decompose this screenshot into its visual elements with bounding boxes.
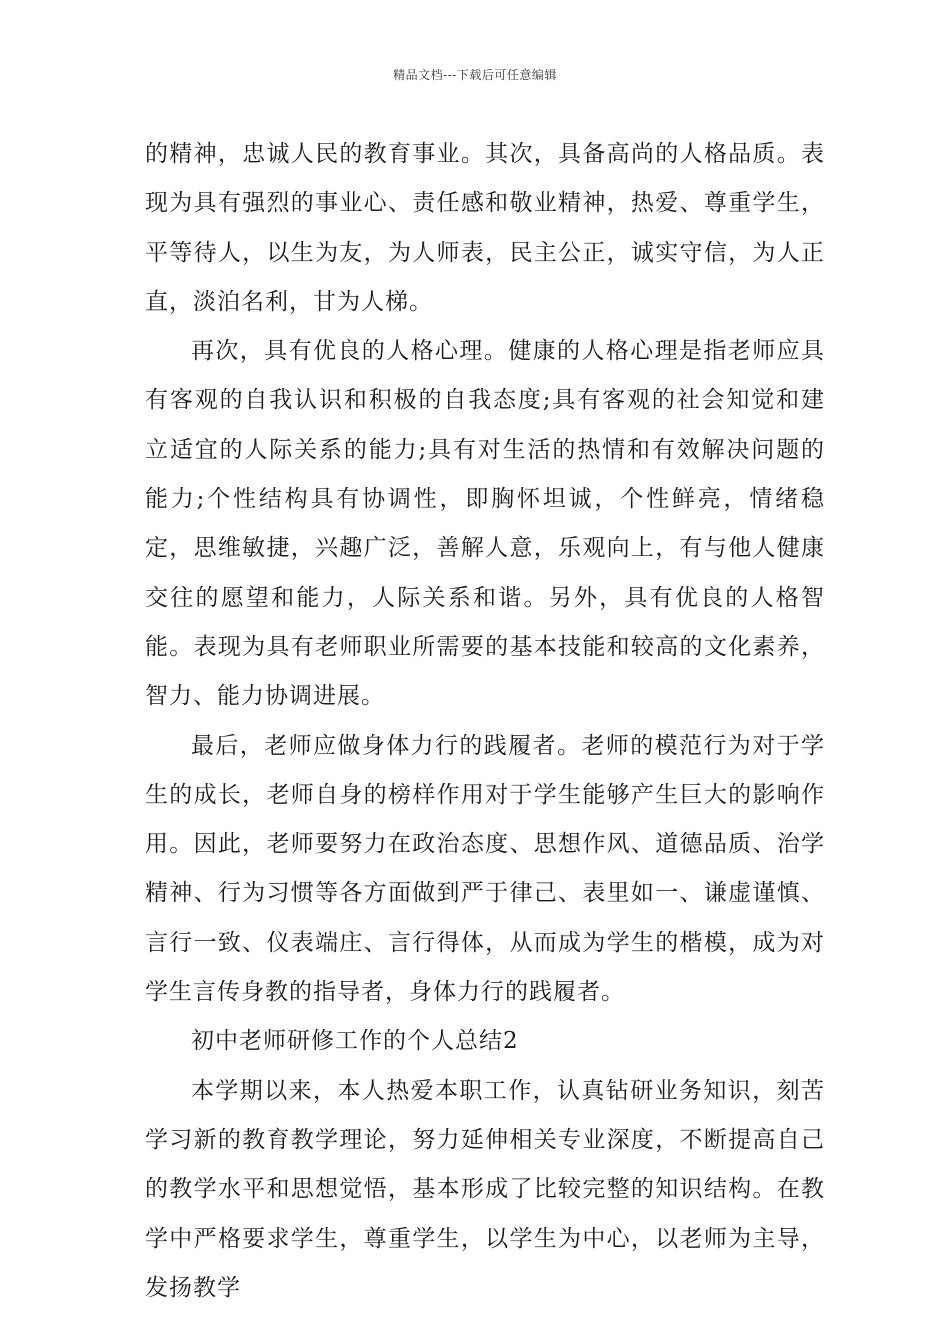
paragraph-4: 本学期以来，本人热爱本职工作，认真钻研业务知识，刻苦学习新的教育教学理论，努力延伸相关专业深度，不断提高自己的教学水平和思想觉悟，基本形成了比较完整的知识结构。在教学中严格要求学生，尊重学生，以学生为中心，以老师为主导，发扬教学 bbox=[145, 1077, 825, 1301]
page-header: 精品文档---下载后可任意编辑 bbox=[393, 68, 557, 82]
paragraph-3: 最后，老师应做身体力行的践履者。老师的模范行为对于学生的成长，老师自身的榜样作用对于学生能够产生巨大的影响作用。因此，老师要努力在政治态度、思想作风、道德品质、治学精神、行为习惯等各方面做到严于律己、表里如一、谦虚谨慎、言行一致、仪表端庄、言行得体，从而成为学生的楷模，成为对学生言传身教的指导者，身体力行的践履者。 bbox=[145, 732, 825, 1006]
paragraph-2: 再次，具有优良的人格心理。健康的人格心理是指老师应具有客观的自我认识和积极的自我态度;具有客观的社会知觉和建立适宜的人际关系的能力;具有对生活的热情和有效解决问题的能力;个性结构具有协调性，即胸怀坦诚，个性鲜亮，情绪稳定，思维敏捷，兴趣广泛，善解人意，乐观向上，有与他人健康交往的愿望和能力，人际关系和谐。另外，具有优良的人格智能。表现为具有老师职业所需要的基本技能和较高的文化素养，智力、能力协调进展。 bbox=[145, 338, 825, 710]
document-body bbox=[145, 130, 825, 1313]
paragraph-1: 的精神，忠诚人民的教育事业。其次，具备高尚的人格品质。表现为具有强烈的事业心、责任感和敬业精神，热爱、尊重学生，平等待人，以生为友，为人师表，民主公正，诚实守信，为人正直，淡泊名利，甘为人梯。 bbox=[145, 141, 825, 315]
section-heading: 初中老师研修工作的个人总结2 bbox=[191, 1028, 519, 1055]
